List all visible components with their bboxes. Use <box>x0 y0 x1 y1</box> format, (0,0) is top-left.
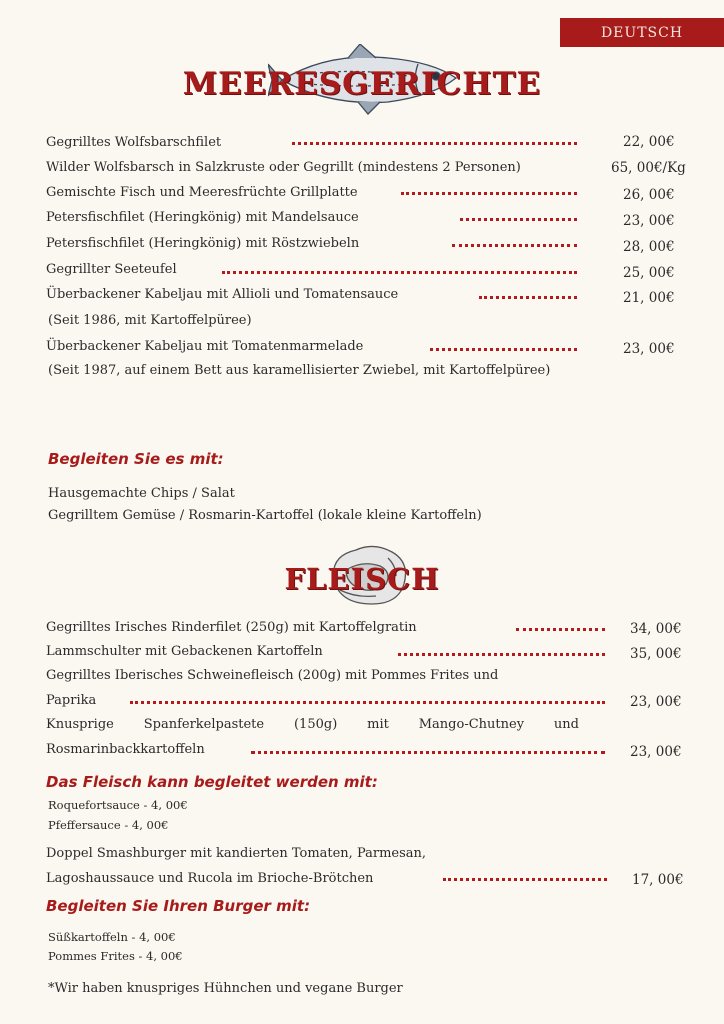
menu-item-name: Rosmarinbackkartoffeln <box>46 742 205 757</box>
language-badge[interactable]: DEUTSCH <box>560 18 724 47</box>
menu-item-price: 25, 00€ <box>623 265 675 281</box>
side-item: Gegrilltem Gemüse / Rosmarin-Kartoffel (lokale kleine Kartoffeln) <box>48 508 482 523</box>
word: und <box>553 717 579 732</box>
menu-item-name: Gegrilltes Iberisches Schweinefleisch (200g) mit Pommes Frites und <box>46 668 499 683</box>
dot-leader <box>479 296 577 299</box>
dot-leader <box>292 142 577 145</box>
menu-item-price: 26, 00€ <box>623 187 675 203</box>
word: (150g) <box>293 717 338 732</box>
sauce-item: Roquefortsauce - 4, 00€ <box>48 798 188 812</box>
word: Spanferkelpastete <box>143 717 265 732</box>
seafood-sides-title: Begleiten Sie es mit: <box>48 450 224 468</box>
dot-leader <box>222 271 577 274</box>
dot-leader <box>398 653 605 656</box>
menu-item-price: 35, 00€ <box>630 646 682 662</box>
menu-item-name <box>46 717 579 732</box>
menu-item-price: 23, 00€ <box>623 341 675 357</box>
menu-item-name: Gegrillter Seeteufel <box>46 262 177 277</box>
burger-line: Doppel Smashburger mit kandierten Tomaten, Parmesan, <box>46 846 427 861</box>
menu-item-price: 23, 00€ <box>630 694 682 710</box>
burger-sides-title: Begleiten Sie Ihren Burger mit: <box>46 897 311 915</box>
dot-leader <box>516 628 605 631</box>
dot-leader <box>130 701 605 704</box>
burger-side-item: Pommes Frites - 4, 00€ <box>48 949 183 963</box>
menu-item-note: (Seit 1987, auf einem Bett aus karamellisierter Zwiebel, mit Kartoffelpüree) <box>48 363 551 378</box>
menu-item-name: Paprika <box>46 693 97 708</box>
menu-item-price: 28, 00€ <box>623 239 675 255</box>
menu-item-price: 23, 00€ <box>630 744 682 760</box>
menu-item-price: 21, 00€ <box>623 290 675 306</box>
dot-leader <box>401 192 577 195</box>
menu-item-price: 22, 00€ <box>623 134 675 150</box>
dot-leader <box>251 751 605 754</box>
sauce-item: Pfeffersauce - 4, 00€ <box>48 818 169 832</box>
dot-leader <box>452 244 577 247</box>
menu-item-name: Gegrilltes Wolfsbarschfilet <box>46 135 222 150</box>
menu-item-price: 65, 00€/Kg <box>611 160 686 176</box>
meat-title: FLEISCH <box>284 562 440 596</box>
menu-item-name: Wilder Wolfsbarsch in Salzkruste oder Gegrillt (mindestens 2 Personen) <box>46 160 521 175</box>
menu-item-name: Überbackener Kabeljau mit Tomatenmarmelade <box>46 339 364 354</box>
burger-line: Lagoshaussauce und Rucola im Brioche-Brötchen <box>46 871 374 886</box>
seafood-title: MEERESGERICHTE <box>182 66 542 102</box>
menu-item-name: Gemischte Fisch und Meeresfrüchte Grillplatte <box>46 185 358 200</box>
dot-leader <box>443 878 607 881</box>
footnote: *Wir haben knuspriges Hühnchen und vegane Burger <box>48 981 403 996</box>
sauces-title: Das Fleisch kann begleitet werden mit: <box>46 773 378 791</box>
menu-item-price: 17, 00€ <box>632 872 684 888</box>
menu-item-name: Überbackener Kabeljau mit Allioli und Tomatensauce <box>46 287 399 302</box>
menu-item-name: Gegrilltes Irisches Rinderfilet (250g) mit Kartoffelgratin <box>46 620 417 635</box>
word: Mango-Chutney <box>418 717 525 732</box>
word: mit <box>367 717 389 732</box>
menu-item-note: (Seit 1986, mit Kartoffelpüree) <box>48 313 252 328</box>
dot-leader <box>430 348 577 351</box>
dot-leader <box>460 218 577 221</box>
menu-item-price: 23, 00€ <box>623 213 675 229</box>
menu-item-price: 34, 00€ <box>630 621 682 637</box>
menu-item-name: Lammschulter mit Gebackenen Kartoffeln <box>46 644 323 659</box>
burger-side-item: Süßkartoffeln - 4, 00€ <box>48 930 176 944</box>
menu-item-name: Petersfischfilet (Heringkönig) mit Röstzwiebeln <box>46 236 360 251</box>
menu-item-name: Petersfischfilet (Heringkönig) mit Mandelsauce <box>46 210 359 225</box>
word: Knusprige <box>46 717 114 732</box>
side-item: Hausgemachte Chips / Salat <box>48 486 235 501</box>
